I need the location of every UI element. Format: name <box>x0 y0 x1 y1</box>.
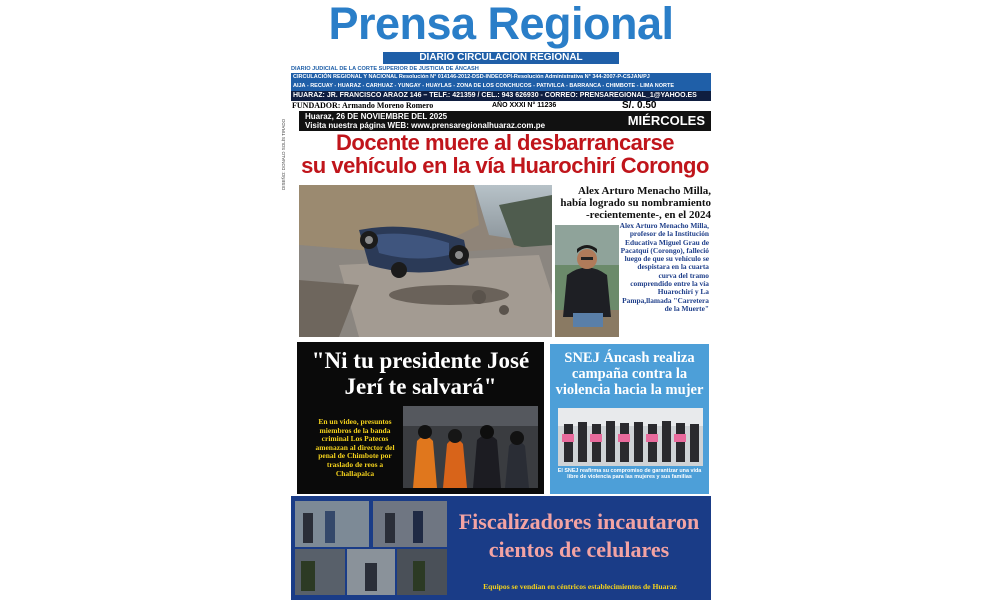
seizure-headline: Fiscalizadores incautaron cientos de celulares <box>458 509 700 562</box>
date-bar <box>299 111 711 131</box>
newspaper-front-page <box>281 0 711 600</box>
lead-headline-line-1: Docente muere al desbarrancarse <box>336 130 674 155</box>
lead-body: Alex Arturo Menacho Milla, profesor de la Institución Educativa Miguel Grau de Pacatquí (Corongo), falleció luego de que su vehículo se despistara en la cuarta curva del tramo comprendido entre la vía Huarochirí y La Pampa,llamada "Carretera de la Muerte" <box>619 221 709 313</box>
towns-line: AIJA - RECUAY - HUARAZ - CARHUAZ - YUNGAY - HUAYLAS - ZONA DE LOS CONCHUCOS - PATIVILCA - BARRANCA - CHIMBOTE - LIMA NORTE <box>291 82 711 91</box>
snej-story <box>550 344 709 494</box>
judicial-line: DIARIO JUDICIAL DE LA CORTE SUPERIOR DE JUSTICIA DE ÁNCASH <box>291 66 479 72</box>
seizure-photos <box>295 501 447 595</box>
price: S/. 0.50 <box>622 100 657 111</box>
lead-kicker: Alex Arturo Menacho Milla, había logrado su nombramiento -recientemente-, en el 2024 <box>560 185 711 221</box>
lead-headline-line-2: su vehículo en la vía Huarochirí Corongo <box>301 153 709 178</box>
snej-caption: El SNEJ reafirma su compromiso de garantizar una vida libre de violencia para las mujeres y sus familias <box>557 468 702 481</box>
founder-row <box>291 101 711 111</box>
threat-caption: En un video, presuntos miembros de la banda criminal Los Patecos amenazan al director del penal de Chimbote por traslado de reos a Challapalca <box>315 417 395 478</box>
seizure-caption: Equipos se vendían en céntricos establecimientos de Huaraz <box>483 582 677 591</box>
threat-quote: "Ni tu presidente José Jerí te salvará" <box>311 348 530 399</box>
seizure-story <box>291 496 711 600</box>
teacher-portrait <box>555 225 619 337</box>
threat-story <box>297 342 544 494</box>
circulation-line: CIRCULACIÓN REGIONAL Y NACIONAL Resolución N° 014146-2012-DSD-INDECOPI-Resolución Administrativa N° 344-2007-P-CSJAN/PJ <box>291 73 711 82</box>
masthead-subtitle: DIARIO CIRCULACIÓN REGIONAL <box>383 52 619 64</box>
snej-group-photo <box>558 408 703 466</box>
masthead-title: Prensa Regional <box>328 0 674 49</box>
issue-number: AÑO XXXI N° 11236 <box>492 102 557 109</box>
founder-text: FUNDADOR: Armando Moreno Romero <box>292 101 434 110</box>
design-credit: DISEÑO: DONALD SOLÍS TIRADO <box>281 118 286 190</box>
gang-video-photo <box>403 406 538 488</box>
snej-title: SNEJ Áncash realiza campaña contra la violencia hacia la mujer <box>555 350 704 398</box>
overturned-car-photo <box>299 185 552 337</box>
web-text: Visita nuestra página WEB: www.prensaregionalhuaraz.com.pe <box>305 121 546 130</box>
address-line: HUARAZ: JR. FRANCISCO ARAOZ 146 – TELF.: 421359 / CEL.: 943 626930 - CORREO: PRENSAREGIONAL_1@YAHOO.ES <box>291 91 711 101</box>
weekday-text: MIÉRCOLES <box>627 113 705 128</box>
date-text: Huaraz, 26 DE NOVIEMBRE DEL 2025 <box>305 112 448 121</box>
lead-headline <box>299 131 711 177</box>
